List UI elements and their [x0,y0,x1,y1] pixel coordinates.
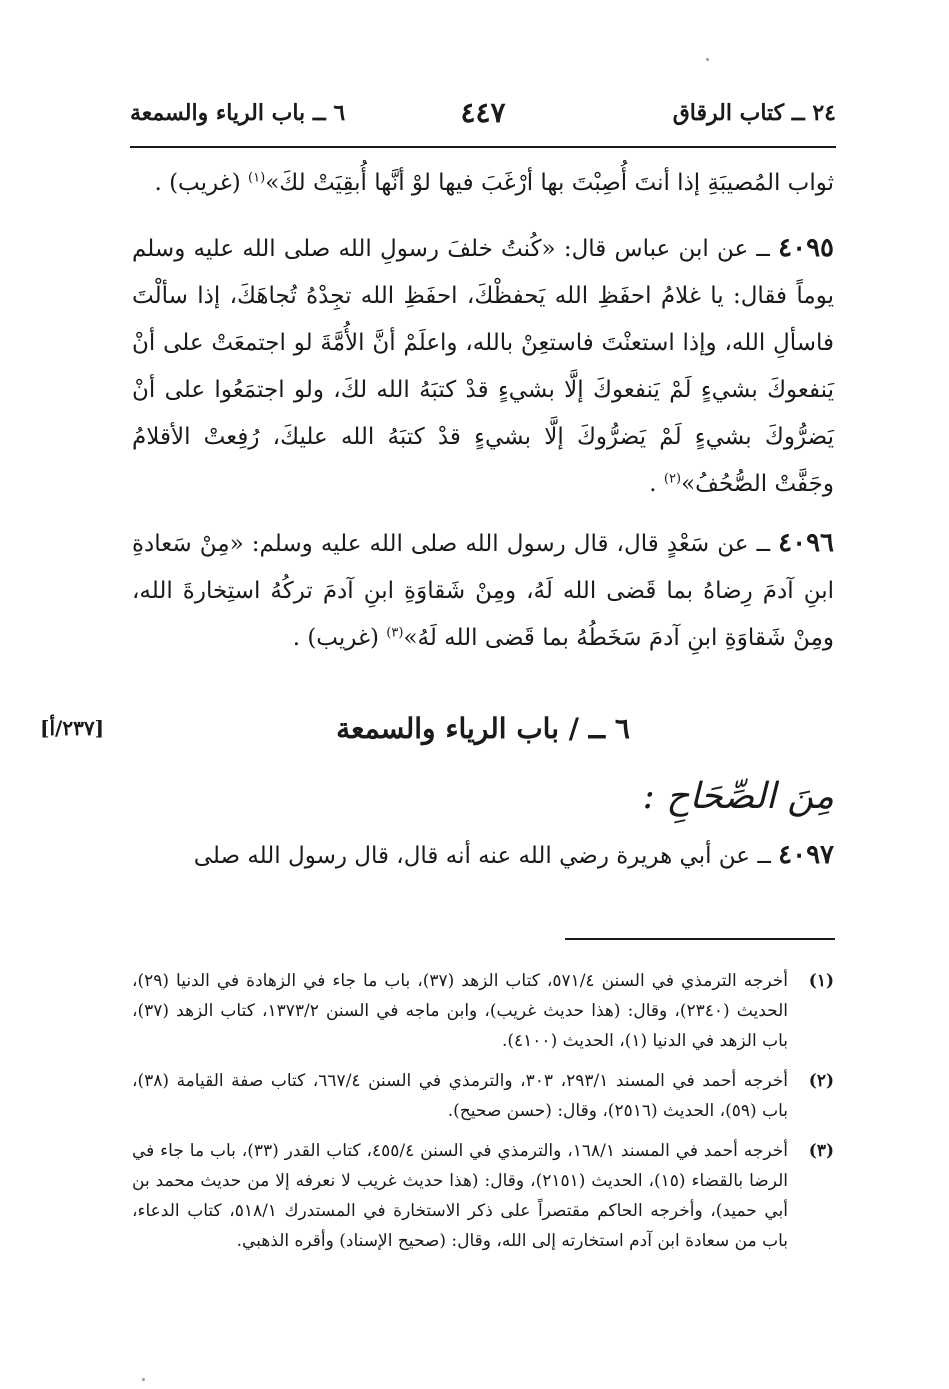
hadith-number: ٤٠٩٧ [778,840,834,870]
manuscript-folio-ref: [٢٣٧/أ] [40,716,105,740]
footnote-3 [132,1136,834,1256]
chapter-title: ٦ ــ / باب الرياء والسمعة [336,712,630,745]
footnote-text: أخرجه أحمد في المسند ٢٩٣/١، ٣٠٣، والترمذي في السنن ٦٦٧/٤، كتاب صفة القيامة (٣٨)، باب (٥٩)، الحديث (٢٥١٦)، وقال: (حسن صحيح). [132,1071,789,1121]
paragraph-text: ثواب المُصيبَةِ إذا أنتَ أُصِبْتَ بها أرْغَبَ فيها لوْ أنَّها أُبقِيَتْ لكَ» [265,170,834,196]
section-heading-calligraphy: مِنَ الصِّحَاحِ : [642,776,834,817]
header-book-title: ٢٤ ــ كتاب الرقاق [672,100,836,126]
footnotes [132,966,834,1266]
scan-speck [142,1378,145,1381]
footnote-text: أخرجه الترمذي في السنن ٥٧١/٤، كتاب الزهد (٣٧)، باب ما جاء في الزهادة في الدنيا (٢٩)، الحديث (٢٣٤٠)، وقال: (هذا حديث غريب)، وابن ماجه في السنن ١٣٧٣/٢، كتاب الزهد (٣٧)، باب الزهد في الدنيا (١)، الحديث (٤١٠٠). [132,971,788,1051]
hadith-text: ــ عن أبي هريرة رضي الله عنه أنه قال، قال رسول الله صلى [193,843,779,869]
footnote-number: (٢) [808,1071,834,1091]
hadith-4095 [132,225,834,508]
hadith-number: ٤٠٩٥ [778,233,834,263]
paragraph-grade: (غريب) . [154,170,249,196]
footnote-marker: (٢) [663,471,682,487]
footnote-marker: (٣) [386,625,404,641]
paragraph-continuation [132,160,834,207]
footnote-number: (٣) [808,1141,834,1161]
running-header [130,96,836,136]
page-number: ٤٤٧ [460,96,506,129]
footnote-divider [565,938,835,940]
hadith-number: ٤٠٩٦ [778,528,834,558]
hadith-text: ــ عن ابن عباس قال: «كُنتُ خلفَ رسولِ الله صلى الله عليه وسلم يوماً فقال: يا غلامُ احفَظِ الله يَحفظْكَ، احفَظِ الله تجِدْهُ تُجاهَكَ، إذا سألْتَ فاسألِ الله، وإذا استعنْتَ فاستعِنْ بالله، واعلَمْ أنَّ الأُمَّةَ لو اجتمعَتْ على أنْ يَنفعوكَ بشيءٍ لَمْ يَنفعوكَ إلَّا بشيءٍ قدْ كتبَهُ الله لكَ، ولو اجتمَعُوا على أنْ يَضرُّوكَ بشيءٍ لَمْ يَضرُّوكَ إلَّا بشيءٍ قدْ كتبَهُ الله عليكَ، رُفِعتْ الأقلامُ وجَفَّتْ الصُّحُفُ» [132,236,834,497]
header-chapter-title: ٦ ــ باب الرياء والسمعة [130,100,346,126]
hadith-grade: (غريب) . [292,625,387,651]
footnote-text: أخرجه أحمد في المسند ١٦٨/١، والترمذي في السنن ٤٥٥/٤، كتاب القدر (٣٣)، باب ما جاء في الرضا بالقضاء (١٥)، الحديث (٢١٥١)، وقال: (هذا حديث غريب لا نعرفه إلا من حديث محمد بن أبي حميد)، وأخرجه الحاكم مقتصراً على ذكر الاستخارة في المستدرك ٥١٨/١، كتاب الدعاء، باب من سعادة ابن آدم استخارته إلى الله، وقال: (صحيح الإسناد) وأقره الذهبي. [132,1141,788,1251]
hadith-4096 [132,520,834,662]
footnote-marker: (١) [248,170,266,186]
footnote-number: (١) [808,971,834,991]
hadith-text: ــ عن سَعْدٍ قال، قال رسول الله صلى الله عليه وسلم: «مِنْ سَعادةِ ابنِ آدمَ رِضاهُ بما قَضى الله لَهُ، ومِنْ شَقاوَةِ ابنِ آدمَ تركُهُ استِخارةَ الله، ومِنْ شَقاوَةِ ابنِ آدمَ سَخَطُهُ بما قَضى الله لَهُ» [132,531,834,651]
hadith-end: . [649,471,664,497]
footnote-2 [132,1066,834,1126]
hadith-4097 [132,832,834,880]
header-divider [130,146,836,148]
scan-speck [706,58,709,61]
footnote-1 [132,966,834,1056]
chapter-heading [40,712,836,756]
